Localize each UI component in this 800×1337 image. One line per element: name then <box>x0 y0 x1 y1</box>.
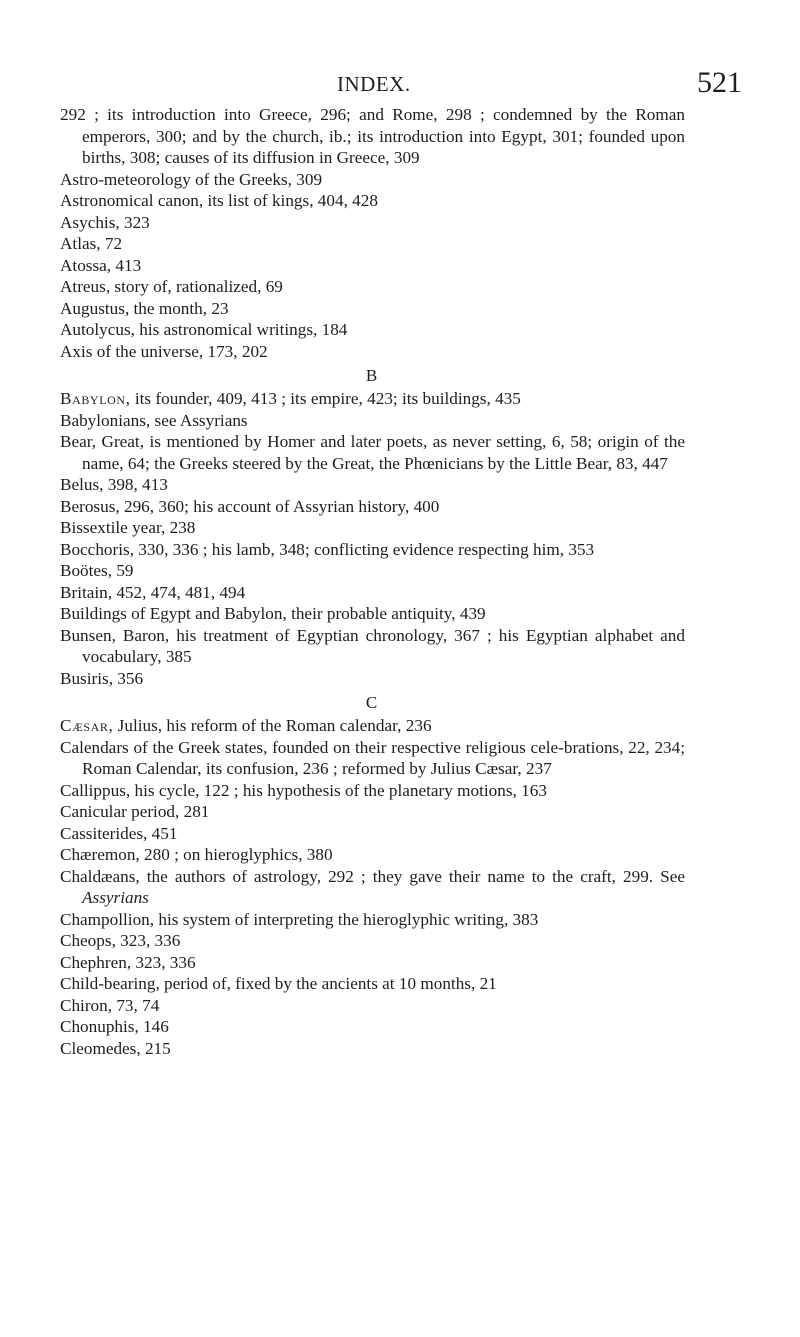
index-entry: 292 ; its introduction into Greece, 296; and Rome, 298 ; condemned by the Roman emperors, 300; and by the church, ib.; its introduction into Egypt, 301; founded upon births, 308; causes of its diffusion in Greece, 309 <box>60 105 685 167</box>
index-entry: Calendars of the Greek states, founded on their respective religious cele-brations, 22, 234; Roman Calendar, its confusion, 236 ; reformed by Julius Cæsar, 237 <box>60 737 685 778</box>
index-entry: Astronomical canon, its list of kings, 404, 428 <box>60 191 378 210</box>
index-entry: Cassiterides, 451 <box>60 823 178 843</box>
page-header <box>60 66 742 102</box>
index-entry <box>60 866 685 909</box>
index-entry: Chæremon, 280 ; on hieroglyphics, 380 <box>60 845 333 864</box>
index-entry: Atreus, story of, rationalized, 69 <box>60 277 283 296</box>
index-body <box>60 104 685 1059</box>
index-entry: Child-bearing, period of, fixed by the ancients at 10 months, 21 <box>60 974 497 993</box>
index-entry: Busiris, 356 <box>60 668 144 688</box>
index-entry: Cheops, 323, 336 <box>60 931 181 950</box>
entry-headword: Cæsar, <box>60 716 114 735</box>
entry-text: its founder, 409, 413 ; its empire, 423; its buildings, 435 <box>130 389 521 408</box>
index-entry: Callippus, his cycle, 122 ; his hypothesis of the planetary motions, 163 <box>60 780 547 800</box>
page-number: 521 <box>697 66 742 99</box>
running-title: INDEX. <box>337 72 411 96</box>
index-entry <box>60 388 685 410</box>
index-entry: Canicular period, 281 <box>60 802 210 821</box>
index-entry: Asychis, 323 <box>60 212 150 232</box>
index-entry: Astro-meteorology of the Greeks, 309 <box>60 169 323 189</box>
index-entry: Atlas, 72 <box>60 234 123 253</box>
index-entry: Autolycus, his astronomical writings, 184 <box>60 320 348 339</box>
index-entry: Atossa, 413 <box>60 255 142 275</box>
index-entry: Bear, Great, is mentioned by Homer and later poets, as never setting, 6, 58; origin of the name, 64; the Greeks steered by the Great, the Phœnicians by the Little Bear, 83, 447 <box>60 432 685 473</box>
index-entry: Bunsen, Baron, his treatment of Egyptian chronology, 367 ; his Egyptian alphabet and vocabulary, 385 <box>60 625 685 666</box>
section-letter-b: B <box>365 366 378 385</box>
index-entry: Buildings of Egypt and Babylon, their probable antiquity, 439 <box>60 604 486 623</box>
cross-reference: Assyrians <box>82 888 149 907</box>
section-letter-c: C <box>365 693 378 712</box>
index-entry: Champollion, his system of interpreting the hieroglyphic writing, 383 <box>60 909 539 929</box>
index-entry: Babylonians, see Assyrians <box>60 410 248 430</box>
entry-text: Chaldæans, the authors of astrology, 292 ; they gave their name to the craft, 299. <box>60 866 654 886</box>
index-entry: Chonuphis, 146 <box>60 1017 169 1036</box>
index-entry: Boötes, 59 <box>60 561 134 580</box>
index-entry: Augustus, the month, 23 <box>60 298 229 318</box>
index-entry: Cleomedes, 215 <box>60 1038 171 1058</box>
index-entry: Berosus, 296, 360; his account of Assyrian history, 400 <box>60 496 440 516</box>
entry-see: See <box>653 866 685 886</box>
index-entry: Bocchoris, 330, 336 ; his lamb, 348; conflicting evidence respecting him, 353 <box>60 539 595 559</box>
index-entry: Bissextile year, 238 <box>60 518 196 537</box>
index-entry: Chephren, 323, 336 <box>60 952 196 972</box>
index-entry: Belus, 398, 413 <box>60 475 168 494</box>
index-entry: Britain, 452, 474, 481, 494 <box>60 582 246 602</box>
entry-headword: Babylon, <box>60 389 131 408</box>
index-entry: Chiron, 73, 74 <box>60 995 160 1015</box>
index-entry <box>60 715 685 737</box>
index-entry: Axis of the universe, 173, 202 <box>60 341 268 361</box>
entry-text: Julius, his reform of the Roman calendar, 236 <box>113 716 432 735</box>
